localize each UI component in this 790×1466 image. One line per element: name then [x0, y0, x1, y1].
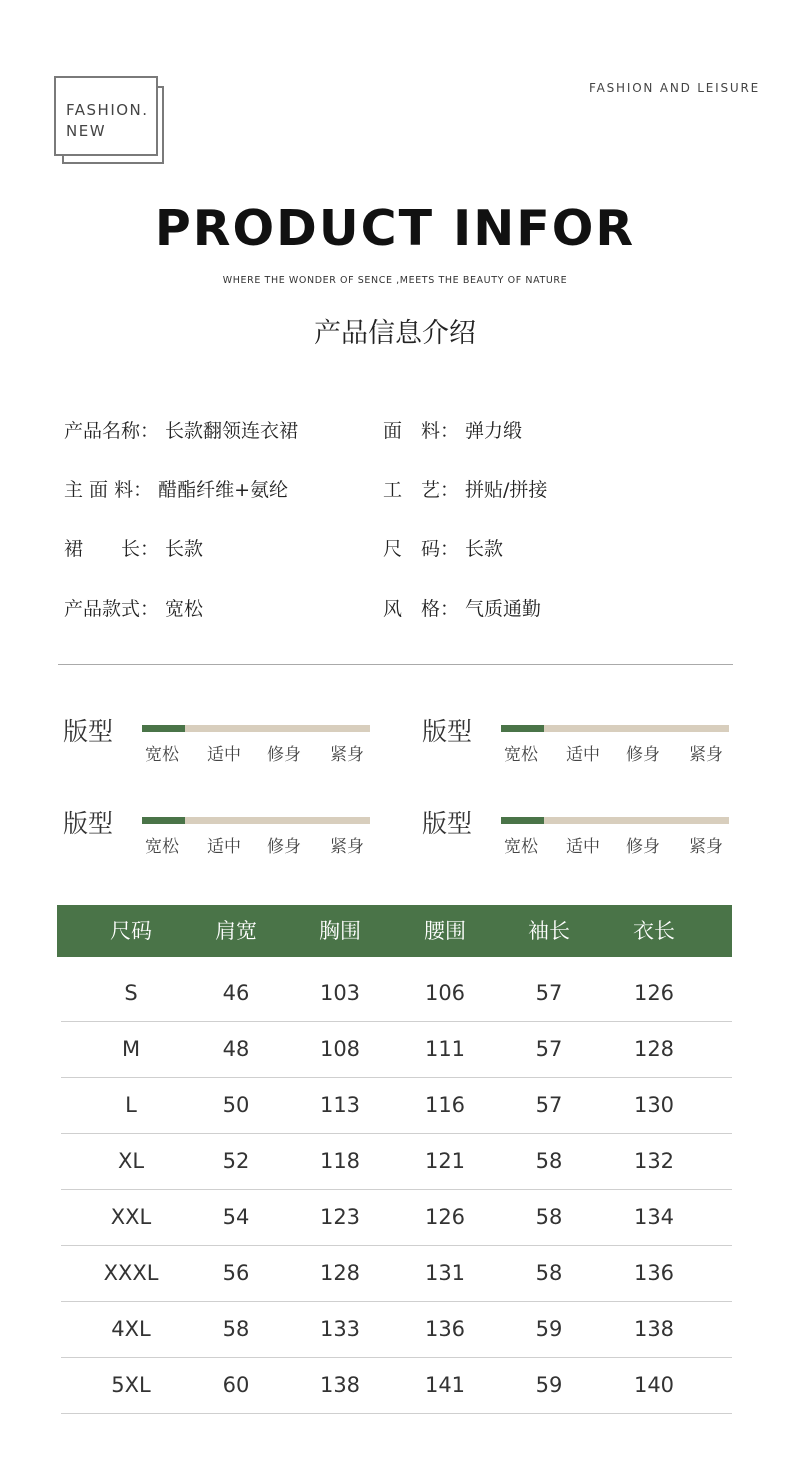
fit-fill: [501, 725, 544, 732]
table-cell: 131: [424, 1261, 466, 1285]
table-row: [61, 1246, 732, 1302]
fit-label: 版型: [63, 717, 114, 746]
info-key: 风 格：: [383, 598, 460, 620]
fit-label: 版型: [63, 809, 114, 838]
page-title: PRODUCT INFOR: [154, 200, 636, 257]
info-item-fabric: [383, 416, 522, 443]
table-cell: 52: [222, 1149, 250, 1173]
table-header-cell: 腰围: [424, 919, 466, 943]
fit-fill: [142, 725, 185, 732]
size-table-header: [57, 905, 732, 957]
logo-line-1: FASHION.: [66, 101, 149, 119]
table-cell: 123: [319, 1205, 361, 1229]
table-cell: 57: [535, 1093, 563, 1117]
fit-fill: [142, 817, 185, 824]
table-row: [61, 1190, 732, 1246]
info-value: 长款: [165, 538, 204, 560]
info-item-style: [383, 594, 541, 621]
fit-tick-slim: 修身: [626, 745, 660, 765]
info-key: 面 料：: [383, 420, 460, 442]
table-cell: 138: [319, 1373, 361, 1397]
info-item-style-cut: [64, 594, 203, 621]
table-header-cell: 衣长: [633, 919, 675, 943]
info-item-size: [383, 534, 503, 561]
table-cell: 46: [222, 981, 250, 1005]
info-item-craft: [383, 475, 547, 502]
table-header-cell: 尺码: [110, 919, 152, 943]
table-header-cell: 肩宽: [215, 919, 257, 943]
table-cell: 59: [535, 1373, 563, 1397]
table-row: [61, 1302, 732, 1358]
info-item-product-name: [64, 416, 298, 443]
table-cell: 58: [535, 1149, 563, 1173]
fit-tick-loose: 宽松: [145, 837, 179, 857]
info-key: 主 面 料：: [64, 479, 153, 501]
info-item-skirt-length: [64, 534, 203, 561]
table-cell: 138: [633, 1317, 675, 1341]
info-key: 产品款式：: [64, 598, 160, 620]
table-cell: 113: [319, 1093, 361, 1117]
section-divider: [58, 664, 733, 665]
fit-indicator: [422, 712, 732, 772]
table-cell: 136: [633, 1261, 675, 1285]
table-cell: 141: [424, 1373, 466, 1397]
fit-tick-slim: 修身: [626, 837, 660, 857]
table-cell: XXXL: [103, 1261, 159, 1285]
fit-label: 版型: [422, 809, 473, 838]
fit-tick-loose: 宽松: [145, 745, 179, 765]
info-value: 弹力缎: [465, 420, 523, 442]
fit-track: [142, 817, 370, 824]
table-cell: 121: [424, 1149, 466, 1173]
table-cell: 128: [633, 1037, 675, 1061]
table-cell: 59: [535, 1317, 563, 1341]
table-cell: 118: [319, 1149, 361, 1173]
table-cell: 133: [319, 1317, 361, 1341]
fit-indicator: [63, 804, 373, 864]
table-cell: 57: [535, 981, 563, 1005]
table-cell: 126: [424, 1205, 466, 1229]
logo: [54, 76, 158, 156]
fit-tick-slim: 修身: [267, 837, 301, 857]
fit-tick-regular: 适中: [566, 745, 600, 765]
info-key: 裙 长：: [64, 538, 160, 560]
table-cell: 58: [535, 1261, 563, 1285]
table-cell: 48: [222, 1037, 250, 1061]
fit-tick-tight: 紧身: [689, 837, 723, 857]
table-cell: 106: [424, 981, 466, 1005]
info-item-main-fabric: [64, 475, 288, 502]
table-row: [61, 1134, 732, 1190]
table-cell: 128: [319, 1261, 361, 1285]
table-cell: XXL: [110, 1205, 152, 1229]
table-cell: 103: [319, 981, 361, 1005]
table-cell: 5XL: [111, 1373, 151, 1397]
info-value: 气质通勤: [465, 598, 542, 620]
table-row: [61, 966, 732, 1022]
table-cell: 126: [633, 981, 675, 1005]
fit-tick-tight: 紧身: [330, 837, 364, 857]
table-cell: 108: [319, 1037, 361, 1061]
table-cell: 140: [633, 1373, 675, 1397]
table-row: [61, 1022, 732, 1078]
table-cell: 136: [424, 1317, 466, 1341]
fit-tick-regular: 适中: [207, 837, 241, 857]
fit-tick-regular: 适中: [207, 745, 241, 765]
table-cell: 130: [633, 1093, 675, 1117]
table-cell: XL: [117, 1149, 145, 1173]
logo-line-2: NEW: [66, 122, 107, 140]
fit-track: [501, 817, 729, 824]
info-value: 长款翻领连衣裙: [165, 420, 299, 442]
table-cell: 50: [222, 1093, 250, 1117]
table-cell: 57: [535, 1037, 563, 1061]
fit-tick-slim: 修身: [267, 745, 301, 765]
fit-indicator: [63, 712, 373, 772]
table-cell: 132: [633, 1149, 675, 1173]
fit-track: [142, 725, 370, 732]
table-cell: 134: [633, 1205, 675, 1229]
info-key: 尺 码：: [383, 538, 460, 560]
fit-fill: [501, 817, 544, 824]
table-row: [61, 1358, 732, 1414]
fit-tick-loose: 宽松: [504, 837, 538, 857]
table-cell: 58: [222, 1317, 250, 1341]
table-cell: 60: [222, 1373, 250, 1397]
table-cell: 56: [222, 1261, 250, 1285]
table-cell: L: [125, 1093, 137, 1117]
table-cell: S: [124, 981, 138, 1005]
fit-indicator: [422, 804, 732, 864]
fit-label: 版型: [422, 717, 473, 746]
tagline: FASHION AND LEISURE: [589, 81, 760, 95]
table-header-cell: 胸围: [319, 919, 361, 943]
table-header-cell: 袖长: [528, 919, 570, 943]
table-cell: 54: [222, 1205, 250, 1229]
table-row: [61, 1078, 732, 1134]
fit-track: [501, 725, 729, 732]
table-cell: M: [121, 1037, 141, 1061]
info-value: 长款: [465, 538, 504, 560]
fit-tick-tight: 紧身: [689, 745, 723, 765]
info-value: 拼贴/拼接: [465, 479, 548, 501]
info-value: 醋酯纤维+氨纶: [158, 479, 289, 501]
table-cell: 4XL: [111, 1317, 151, 1341]
page-subtitle: WHERE THE WONDER OF SENCE ,MEETS THE BEAUTY OF NATURE: [222, 275, 568, 286]
info-key: 工 艺：: [383, 479, 460, 501]
info-value: 宽松: [165, 598, 204, 620]
table-cell: 111: [424, 1037, 466, 1061]
info-key: 产品名称：: [64, 420, 160, 442]
table-cell: 116: [424, 1093, 466, 1117]
table-cell: 58: [535, 1205, 563, 1229]
fit-tick-loose: 宽松: [504, 745, 538, 765]
fit-tick-regular: 适中: [566, 837, 600, 857]
fit-tick-tight: 紧身: [330, 745, 364, 765]
section-heading: 产品信息介绍: [314, 318, 476, 349]
